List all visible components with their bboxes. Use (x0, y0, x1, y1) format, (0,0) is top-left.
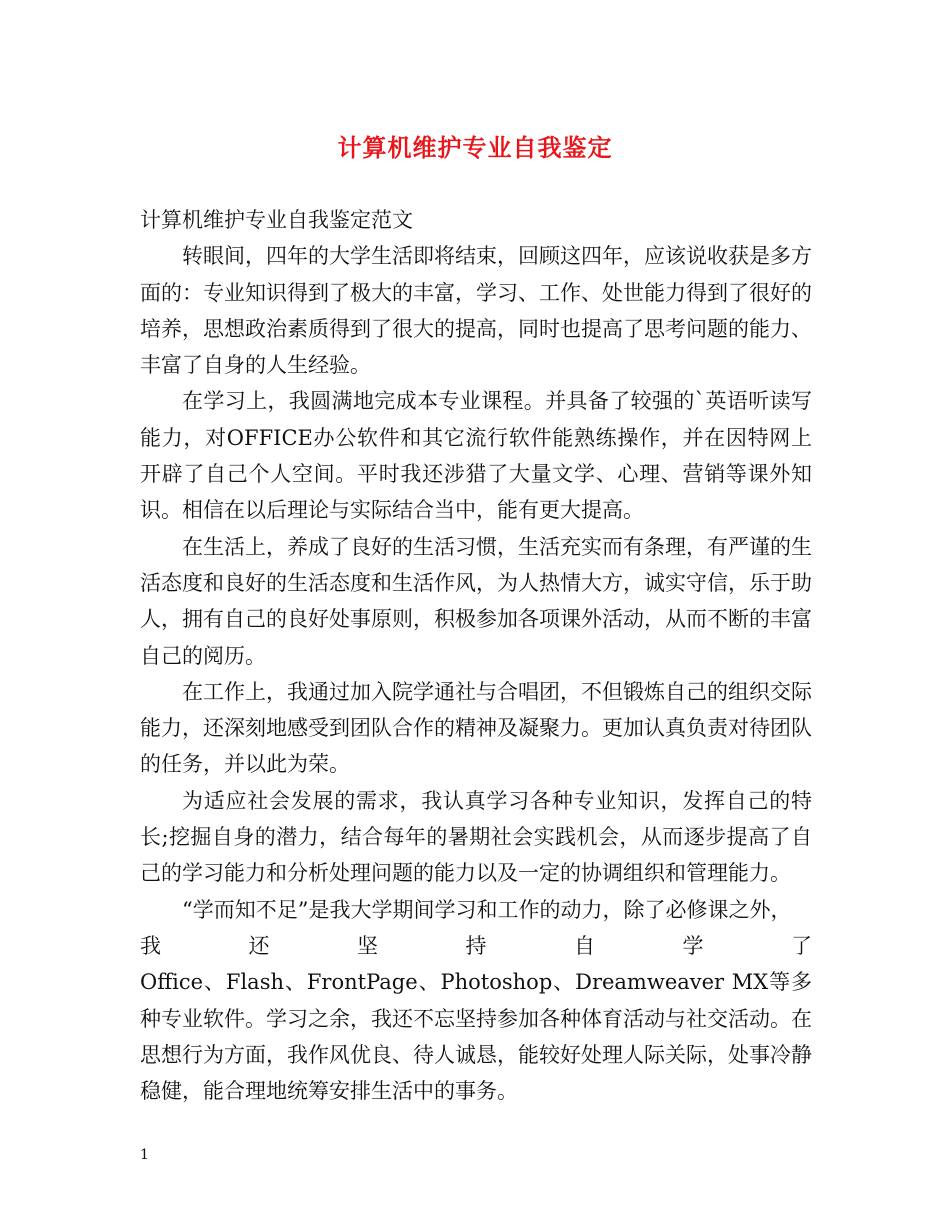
paragraph-self-study-intro: “学而知不足”是我大学期间学习和工作的动力，除了必修课之外， (182, 897, 792, 922)
spread-line (140, 928, 812, 964)
spread-word: 我 (140, 933, 161, 958)
document-title: 计算机维护专业自我鉴定 (337, 133, 613, 162)
page-number: 1 (140, 1147, 149, 1163)
paragraph-software: Office、Flash、FrontPage、Photoshop、Dreamweaver MX等多种专业软件。学习之余，我还不忘坚持参加各种体育活动与社交活动。在思想行为方面，我作风优良、待人诚恳，能较好处理人际关际，处事冷静稳健，能合理地统筹安排生活中的事务。 (140, 970, 812, 1104)
spread-word: 了 (791, 933, 812, 958)
paragraph-work: 在工作上，我通过加入院学通社与合唱团，不但锻炼自己的组织交际能力，还深刻地感受到团队合作的精神及凝聚力。更加认真负责对待团队的任务，并以此为荣。 (140, 679, 812, 777)
spread-word: 坚 (357, 933, 378, 958)
spread-word: 还 (248, 933, 270, 958)
paragraph-intro: 转眼间，四年的大学生活即将结束，回顾这四年，应该说收获是多方面的：专业知识得到了极大的丰富，学习、工作、处世能力得到了很好的培养，思想政治素质得到了很大的提高，同时也提高了思考问题的能力、丰富了自身的人生经验。 (140, 244, 812, 378)
paragraph-life: 在生活上，养成了良好的生活习惯，生活充实而有条理，有严谨的生活态度和良好的生活态度和生活作风，为人热情大方，诚实守信，乐于助人，拥有自己的良好处事原则，积极参加各项课外活动，从而不断的丰富自己的阅历。 (140, 534, 812, 668)
document-subtitle: 计算机维护专业自我鉴定范文 (140, 208, 413, 232)
spread-word: 学 (682, 933, 704, 958)
paragraph-development: 为适应社会发展的需求，我认真学习各种专业知识，发挥自己的特长;挖掘自身的潜力，结合每年的暑期社会实践机会，从而逐步提高了自己的学习能力和分析处理问题的能力以及一定的协调组织和管理能力。 (140, 788, 812, 886)
spread-word: 自 (574, 933, 595, 958)
document-body (140, 202, 812, 1109)
paragraph-study: 在学习上，我圆满地完成本专业课程。并具备了较强的`英语听读写能力，对OFFICE办公软件和其它流行软件能熟练操作，并在因特网上开辟了自己个人空间。平时我还涉猎了大量文学、心理、营销等课外知识。相信在以后理论与实际结合当中，能有更大提高。 (140, 389, 812, 523)
spread-word: 持 (465, 933, 487, 958)
